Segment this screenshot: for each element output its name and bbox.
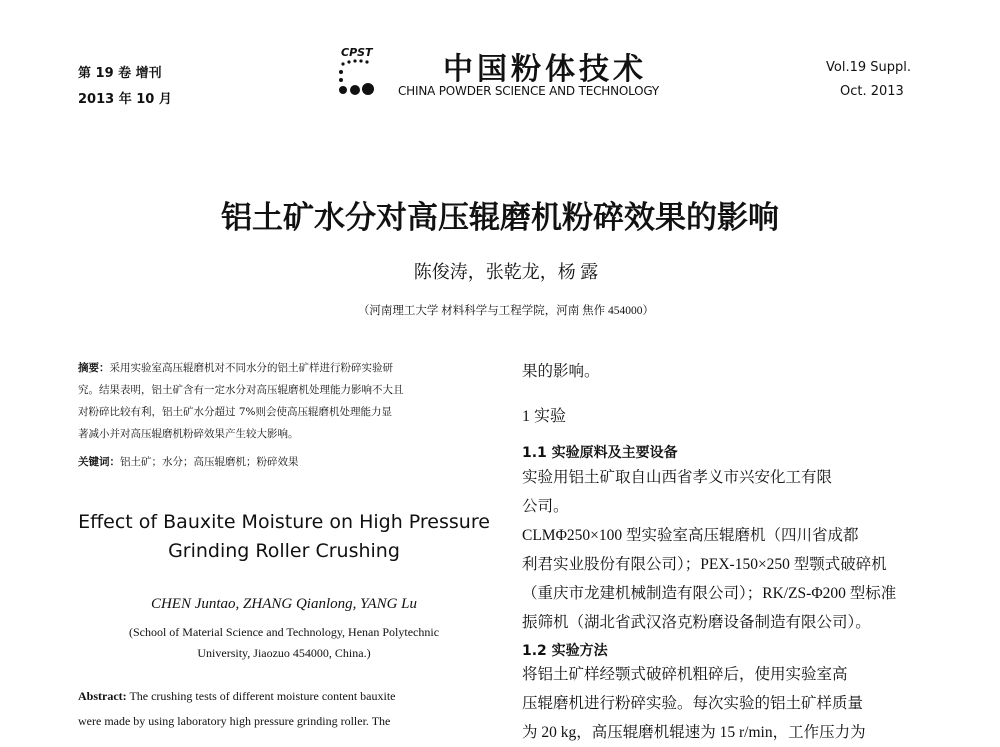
keywords-cn-text: 铝土矿；水分；高压辊磨机；粉碎效果	[120, 456, 299, 468]
english-affiliation	[78, 622, 490, 664]
keywords-cn	[78, 454, 490, 469]
affiliation: （河南理工大学 材料科学与工程学院，河南 焦作 454000）	[357, 305, 655, 317]
english-affiliation-line: (School of Material Science and Technology, Henan Polytechnic	[128, 625, 440, 639]
volume-issue-en: Vol.19 Suppl.	[826, 60, 911, 75]
abstract-cn-label: 摘要：	[78, 362, 110, 374]
keywords-cn-label: 关键词：	[78, 456, 120, 468]
english-title-line: Effect of Bauxite Moisture on High Pressure	[78, 511, 490, 533]
journal-name-cn: 中国粉体技术	[443, 53, 647, 86]
paper-title: 铝土矿水分对高压辊磨机粉碎效果的影响	[221, 200, 779, 236]
paragraph-line: 将铝土矿样经颚式破碎机粗碎后，使用实验室高	[522, 666, 848, 683]
paragraph-line: 压辊磨机进行粉碎实验。每次实验的铝土矿样质量	[522, 695, 864, 712]
paragraph-line: 实验用铝土矿取自山西省孝义市兴安化工有限	[522, 469, 833, 486]
abstract-cn-line: 采用实验室高压辊磨机对不同水分的铝土矿样进行粉碎实验研	[109, 362, 393, 374]
paragraph-method	[522, 660, 930, 747]
journal-name-en: CHINA POWDER SCIENCE AND TECHNOLOGY	[398, 84, 660, 98]
paragraph-line: （重庆市龙建机械制造有限公司）；RK/ZS-Φ200 型标准	[522, 585, 897, 602]
logo-lettering: CPST	[341, 46, 373, 59]
paragraph-line: 为 20 kg，高压辊磨机辊速为 15 r/min，工作压力为	[522, 724, 866, 741]
abstract-cn-line: 对粉碎比较有利，铝土矿水分超过 7%则会使高压辊磨机处理能力显	[78, 406, 392, 418]
english-abstract-line: were made by using laboratory high pressure grinding roller. The	[78, 714, 391, 728]
paragraph-line: 利君实业股份有限公司）；PEX-150×250 型颚式破碎机	[522, 556, 887, 573]
section-heading-1: 1 实验	[522, 408, 567, 425]
abstract-cn	[78, 357, 490, 445]
volume-issue: 第 19 卷 增刊	[78, 66, 162, 81]
english-abstract-line: The crushing tests of different moisture content bauxite	[126, 689, 396, 703]
english-abstract-label: Abstract:	[78, 689, 127, 703]
english-title	[78, 508, 490, 566]
paragraph-line: CLMΦ250×100 型实验室高压辊磨机（四川省成都	[522, 527, 859, 544]
abstract-cn-line: 究。结果表明，铝土矿含有一定水分对高压辊磨机处理能力影响不大且	[78, 384, 404, 396]
publication-date-cn: 2013 年 10 月	[78, 92, 172, 107]
author-list: 陈俊涛，张乾龙，杨 露	[413, 262, 599, 282]
paragraph-line: 振筛机（湖北省武汉洛克粉磨设备制造有限公司）。	[522, 614, 871, 631]
paragraph-line: 公司。	[522, 498, 569, 515]
english-abstract	[78, 684, 490, 734]
publication-date-en: Oct. 2013	[840, 84, 904, 99]
subsection-heading-1-2: 1.2 实验方法	[522, 643, 608, 659]
abstract-cn-line: 著减小并对高压辊磨机粉碎效果产生较大影响。	[78, 428, 299, 440]
body-continuation: 果的影响。	[522, 363, 600, 380]
english-affiliation-line: University, Jiaozuo 454000, China.)	[197, 646, 371, 660]
paragraph-materials	[522, 463, 930, 637]
english-authors: CHEN Juntao, ZHANG Qianlong, YANG Lu	[150, 596, 418, 612]
subsection-heading-1-1: 1.1 实验原料及主要设备	[522, 445, 678, 461]
english-title-line: Grinding Roller Crushing	[168, 540, 400, 562]
